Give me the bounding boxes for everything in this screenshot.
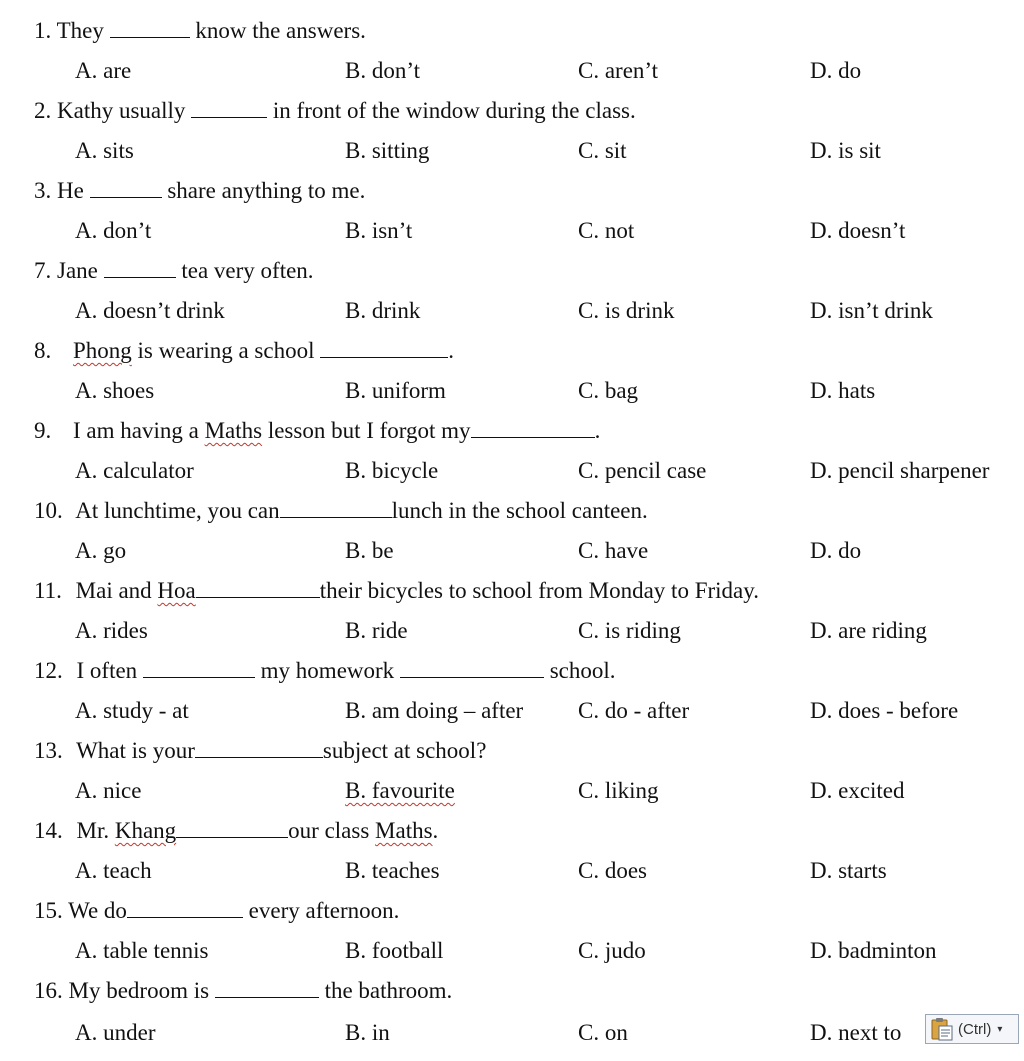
question-stem (34, 576, 759, 606)
question-stem (34, 416, 600, 446)
option-d: D. excited (810, 778, 905, 803)
option-b: B. drink (345, 298, 421, 323)
answer-blank (195, 739, 323, 758)
option-b: B. ride (345, 618, 408, 643)
option-d: D. is sit (810, 138, 881, 163)
question-stem (34, 656, 616, 686)
option-b: B. isn’t (345, 218, 413, 243)
option-b: B. don’t (345, 58, 420, 83)
option-b: B. uniform (345, 378, 446, 403)
option-c: C. aren’t (578, 58, 659, 83)
question-2 (0, 80, 1024, 163)
answer-blank (143, 659, 255, 678)
question-10 (0, 480, 1024, 563)
stem-text: lunch in the school canteen. (391, 498, 648, 523)
stem-text: . (448, 338, 454, 363)
question-16 (0, 960, 1024, 1045)
option-a: A. sits (75, 138, 134, 163)
option-c: C. bag (578, 378, 639, 403)
stem-text: my homework (260, 658, 395, 683)
option-b: B. favourite (345, 778, 455, 803)
option-d: D. do (810, 538, 862, 563)
option-a: A. study - at (75, 698, 189, 723)
question-number: 12. (34, 658, 63, 683)
spellcheck-word: Maths (204, 418, 263, 443)
spellcheck-word: Maths (375, 818, 433, 843)
answer-blank (191, 99, 267, 118)
option-b: B. football (345, 938, 444, 963)
question-number: 10. (34, 498, 63, 523)
option-b: B. be (345, 538, 394, 563)
question-7 (0, 240, 1024, 323)
option-a: A. don’t (75, 218, 152, 243)
stem-text: 16. My bedroom is (34, 978, 210, 1003)
option-d: D. starts (810, 858, 887, 883)
question-11 (0, 560, 1024, 643)
option-b: B. bicycle (345, 458, 439, 483)
question-number: 13. (34, 738, 63, 763)
question-number: 9. (34, 418, 52, 443)
option-c: C. judo (578, 938, 646, 963)
chevron-down-icon: ▾ (997, 1023, 1003, 1035)
option-b: B. sitting (345, 138, 430, 163)
option-c: C. not (578, 218, 635, 243)
spellcheck-word: Hoa (157, 578, 196, 603)
option-d: D. hats (810, 378, 876, 403)
question-number: 14. (34, 818, 63, 843)
question-9 (0, 400, 1024, 483)
option-c: C. liking (578, 778, 659, 803)
option-d: D. do (810, 58, 862, 83)
stem-text: At lunchtime, you can (75, 498, 280, 523)
stem-text: is wearing a school (137, 338, 315, 363)
option-a: A. shoes (75, 378, 155, 403)
answer-blank (90, 179, 162, 198)
spellcheck-word: Phong (73, 338, 132, 363)
option-a: A. nice (75, 778, 142, 803)
option-b: B. teaches (345, 858, 440, 883)
question-12 (0, 640, 1024, 723)
clipboard-icon (929, 1016, 955, 1042)
option-a: A. calculator (75, 458, 194, 483)
stem-text: Mr. (76, 818, 110, 843)
stem-text: tea very often. (181, 258, 314, 283)
question-stem (34, 976, 452, 1006)
option-d: D. badminton (810, 938, 937, 963)
option-d: D. isn’t drink (810, 298, 933, 323)
stem-text: school. (549, 658, 616, 683)
option-c: C. do - after (578, 698, 690, 723)
stem-text: the bathroom. (324, 978, 453, 1003)
answer-blank (196, 579, 320, 598)
option-d: D. are riding (810, 618, 927, 643)
stem-text: subject at school? (322, 738, 487, 763)
stem-text: Mai and (75, 578, 152, 603)
question-stem (34, 16, 366, 46)
stem-text: 3. He (34, 178, 84, 203)
question-3 (0, 160, 1024, 243)
stem-text: 1. They (34, 18, 104, 43)
question-stem (34, 176, 365, 206)
question-stem (34, 96, 636, 126)
stem-text: in front of the window during the class. (272, 98, 636, 123)
question-stem (34, 896, 399, 926)
stem-text: every afternoon. (248, 898, 400, 923)
question-8 (0, 320, 1024, 403)
option-c: C. sit (578, 138, 627, 163)
option-c: C. is riding (578, 618, 681, 643)
option-a: A. under (75, 1020, 156, 1045)
answer-blank (176, 819, 288, 838)
option-d: D. pencil sharpener (810, 458, 990, 483)
stem-text: 7. Jane (34, 258, 98, 283)
question-stem (34, 736, 486, 766)
paste-options-button[interactable] (925, 1014, 1019, 1044)
question-15 (0, 880, 1024, 963)
answer-blank (471, 419, 595, 438)
stem-text: I am having a (73, 418, 199, 443)
answer-blank (215, 979, 319, 998)
stem-text: . (594, 418, 601, 443)
question-1 (0, 0, 1024, 83)
stem-text: 2. Kathy usually (34, 98, 186, 123)
option-c: C. on (578, 1020, 628, 1045)
option-c: C. does (578, 858, 647, 883)
stem-text: What is your (76, 738, 195, 763)
question-stem (34, 336, 454, 366)
stem-text: . (432, 818, 439, 843)
stem-text: I often (76, 658, 138, 683)
option-d: D. does - before (810, 698, 959, 723)
option-a: A. table tennis (75, 938, 209, 963)
answer-blank (104, 259, 176, 278)
stem-text: know the answers. (195, 18, 366, 43)
option-c: C. have (578, 538, 649, 563)
question-stem (34, 256, 314, 286)
option-a: A. rides (75, 618, 148, 643)
option-a: A. are (75, 58, 132, 83)
question-number: 8. (34, 338, 52, 363)
option-a: A. go (75, 538, 127, 563)
paste-options-label: (Ctrl) (958, 1020, 992, 1038)
stem-text: 15. We do (34, 898, 127, 923)
question-number: 11. (34, 578, 62, 603)
stem-text: our class (288, 818, 370, 843)
stem-text: share anything to me. (167, 178, 366, 203)
option-b: B. in (345, 1020, 390, 1045)
option-a: A. doesn’t drink (75, 298, 225, 323)
question-stem (34, 816, 438, 846)
option-d: D. next to (810, 1020, 902, 1045)
answer-blank (320, 339, 448, 358)
answer-blank (127, 899, 243, 918)
question-stem (34, 496, 648, 526)
question-14 (0, 800, 1024, 883)
option-c: C. pencil case (578, 458, 707, 483)
spellcheck-word: Khang (114, 818, 177, 843)
option-c: C. is drink (578, 298, 675, 323)
option-d: D. doesn’t (810, 218, 906, 243)
option-b: B. am doing – after (345, 698, 524, 723)
answer-blank (400, 659, 544, 678)
answer-blank (110, 19, 190, 38)
option-a: A. teach (75, 858, 152, 883)
question-13 (0, 720, 1024, 803)
stem-text: lesson but I forgot my (267, 418, 471, 443)
stem-text: their bicycles to school from Monday to Friday. (319, 578, 760, 603)
answer-blank (280, 499, 392, 518)
